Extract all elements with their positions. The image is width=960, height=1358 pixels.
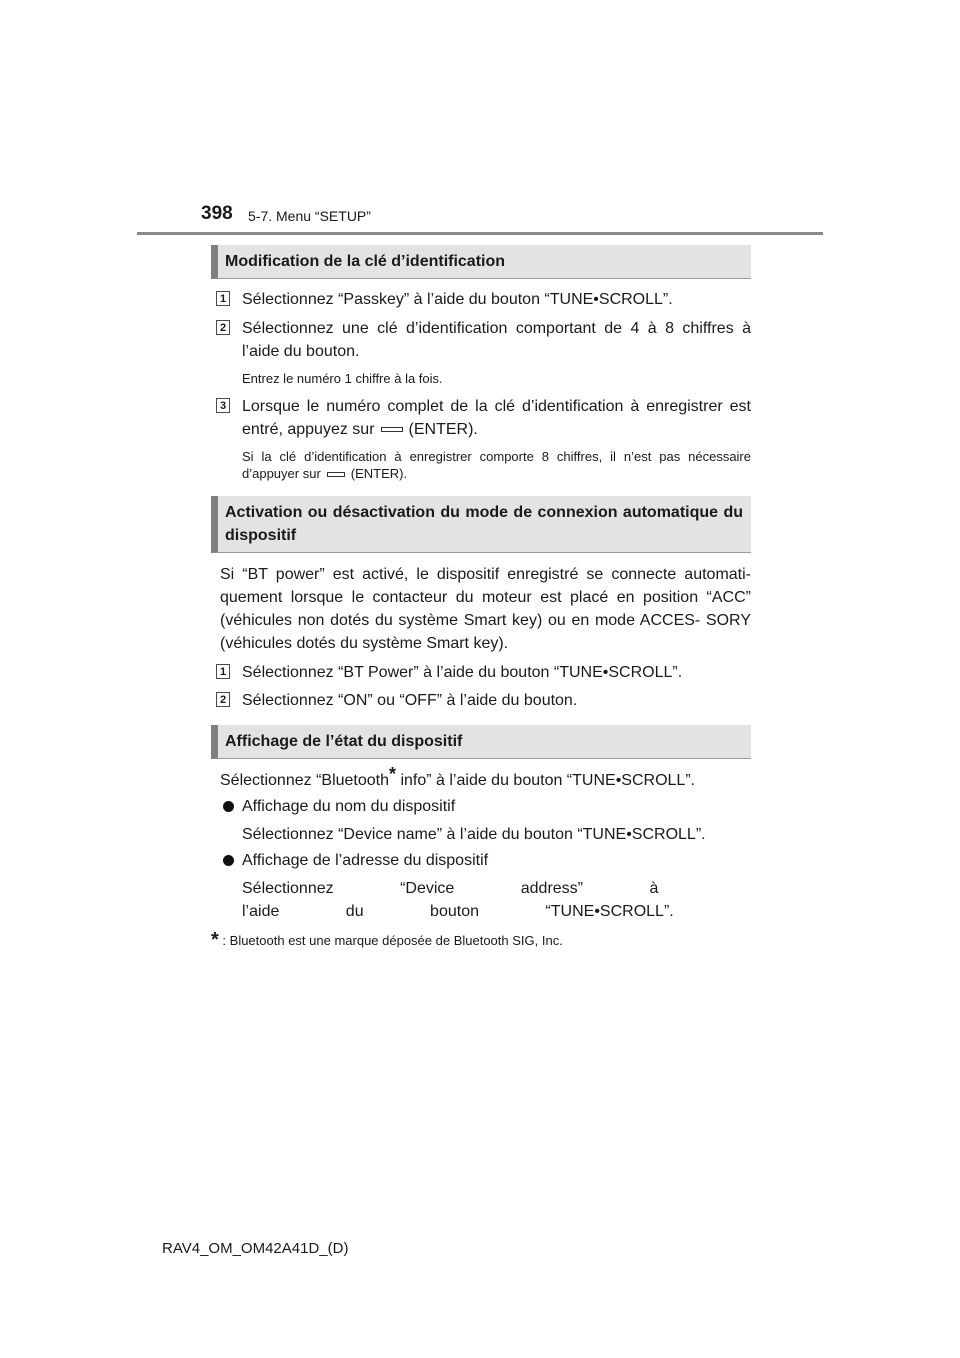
note-text: Si la clé d’identification à enregistrer comporte 8 chiffres, il n’est pas nécessaire d’appuyer sur	[242, 449, 751, 481]
bullet-icon	[223, 855, 234, 866]
step-number-badge: 2	[216, 320, 230, 335]
intro-text-suffix: info” à l’aide du bouton “TUNE•SCROLL”.	[396, 772, 696, 789]
step-number-badge: 3	[216, 398, 230, 413]
header-divider	[137, 232, 823, 235]
footnote-asterisk: *	[211, 929, 219, 951]
bullet-item	[211, 795, 751, 818]
bullet-title: Affichage du nom du dispositif	[242, 798, 456, 815]
step-note	[211, 448, 751, 482]
step-item	[211, 689, 751, 712]
bullet-item	[211, 849, 751, 872]
page-content	[211, 245, 751, 949]
bullet-detail: Sélectionnez “Device address” à l’aide du bouton “TUNE•SCROLL”.	[242, 880, 674, 920]
chapter-title: 5-7. Menu “SETUP”	[248, 208, 371, 224]
step-number-badge: 1	[216, 664, 230, 679]
step-item	[211, 395, 751, 441]
section-heading-auto-connect: Activation ou désactivation du mode de connexion automatique du dispositif	[211, 496, 751, 553]
intro-text: Sélectionnez “Bluetooth	[220, 772, 389, 789]
step-text: Sélectionnez “ON” ou “OFF” à l’aide du bouton.	[242, 692, 578, 709]
bullet-title: Affichage de l’adresse du dispositif	[242, 852, 489, 869]
document-code: RAV4_OM_OM42A41D_(D)	[162, 1240, 349, 1257]
section-heading-passkey: Modification de la clé d’identification	[211, 245, 751, 279]
enter-button-icon	[381, 427, 403, 432]
bullet-icon	[223, 801, 234, 812]
footnote	[211, 929, 751, 951]
note-text-suffix: (ENTER).	[350, 466, 408, 481]
step-item	[211, 661, 751, 684]
section-intro	[211, 764, 751, 792]
step-text-suffix: (ENTER).	[408, 421, 478, 438]
step-number-badge: 1	[216, 291, 230, 306]
step-text: Lorsque le numéro complet de la clé d’identification à enregistrer est entré, appuyez sur	[242, 398, 751, 438]
enter-button-icon	[327, 472, 345, 477]
step-number-badge: 2	[216, 692, 230, 707]
step-item	[211, 317, 751, 363]
page-number: 398	[201, 203, 233, 224]
bullet-detail: Sélectionnez “Device name” à l’aide du bouton “TUNE•SCROLL”.	[242, 826, 706, 843]
step-text: Sélectionnez “BT Power” à l’aide du bouton “TUNE•SCROLL”.	[242, 664, 683, 681]
section-heading-device-status: Affichage de l’état du dispositif	[211, 725, 751, 759]
trademark-asterisk: *	[389, 764, 397, 784]
footnote-text: : Bluetooth est une marque déposée de Bluetooth SIG, Inc.	[222, 933, 563, 948]
step-text: Sélectionnez “Passkey” à l’aide du bouton “TUNE•SCROLL”.	[242, 291, 673, 308]
step-item	[211, 288, 751, 311]
step-note: Entrez le numéro 1 chiffre à la fois.	[242, 371, 443, 386]
section-intro: Si “BT power” est activé, le dispositif enregistré se connecte automati- quement lorsque le contacteur du moteur est placé en position “ACC” (véhicules non dotés du système Smart key) ou en mode ACCES- SORY (véhicules dotés du système Smart key).	[220, 566, 751, 652]
step-text: Sélectionnez une clé d’identification comportant de 4 à 8 chiffres à l’aide du bouton.	[242, 320, 751, 360]
